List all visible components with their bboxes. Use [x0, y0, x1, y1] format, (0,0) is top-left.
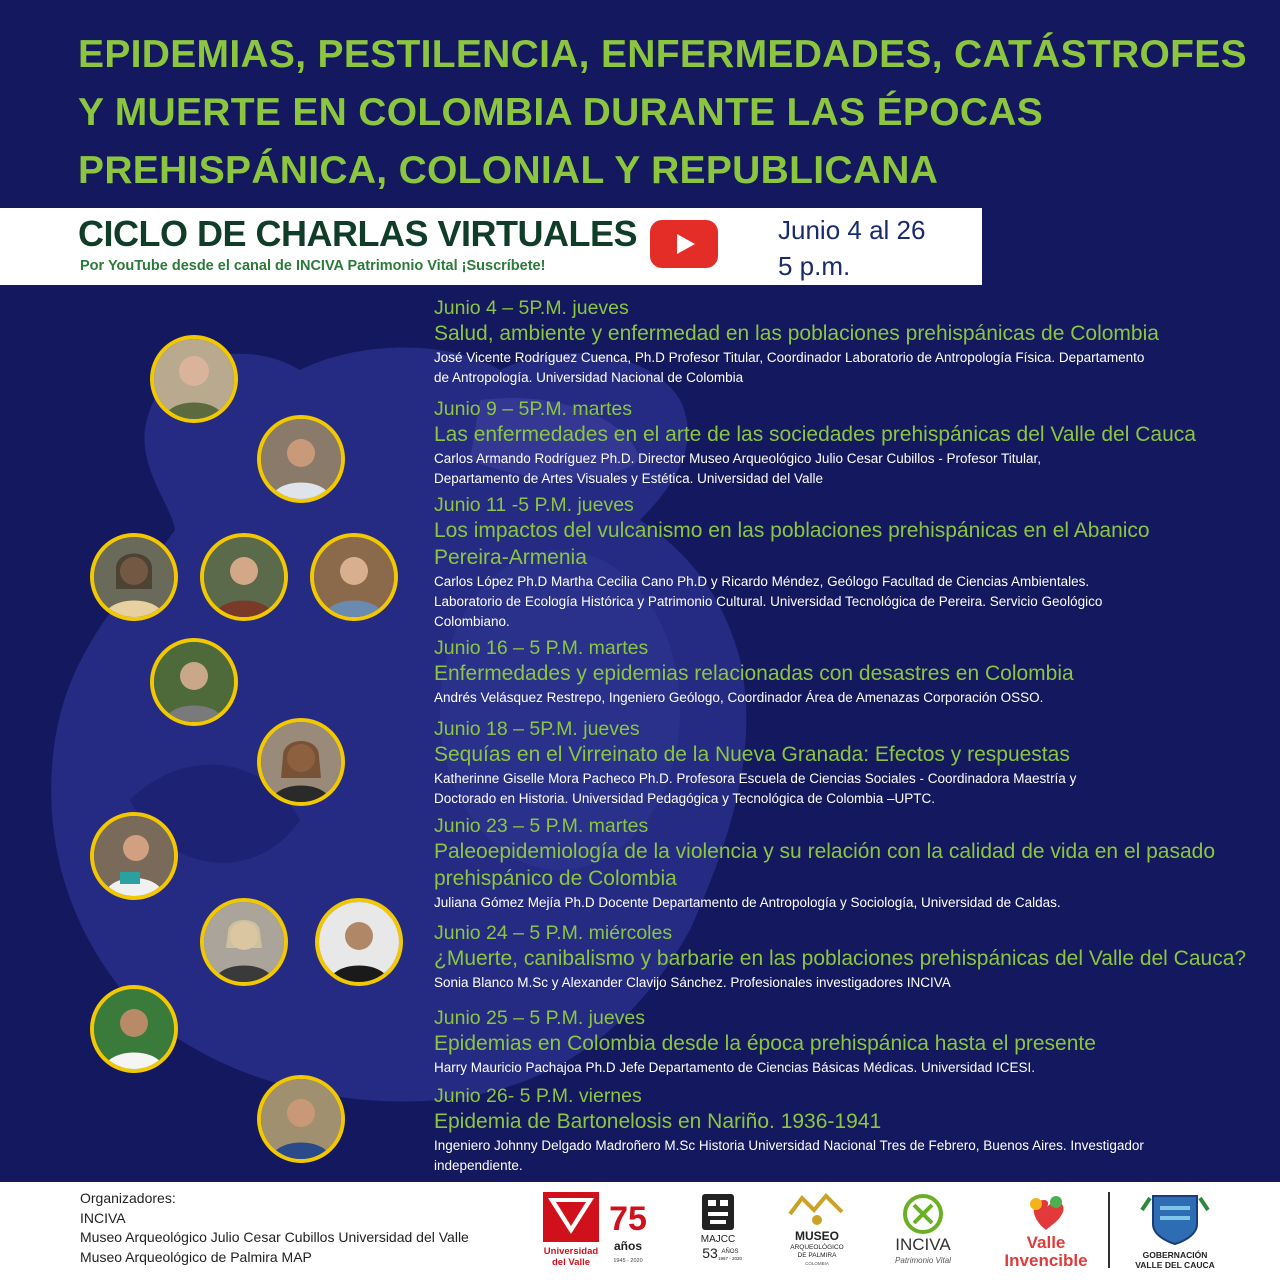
organizer-item: Museo Arqueológico de Palmira MAP	[80, 1248, 312, 1265]
event-date: Junio 16 – 5 P.M. martes	[434, 637, 649, 659]
museo-palmira-logo	[782, 1190, 852, 1270]
event-item	[434, 814, 1274, 913]
event-item	[434, 1084, 1274, 1176]
majcc-logo	[688, 1190, 748, 1270]
organizers	[80, 1189, 469, 1267]
footer-divider	[1108, 1192, 1110, 1268]
event-date: Junio 18 – 5P.M. jueves	[434, 718, 640, 740]
gobernacion-line: GOBERNACIÓN	[1142, 1250, 1208, 1260]
series-title: CICLO DE CHARLAS VIRTUALES	[78, 213, 638, 254]
inciva-name: INCIVA	[895, 1235, 951, 1254]
title-line: EPIDEMIAS, PESTILENCIA, ENFERMEDADES, CATÁSTROFES	[78, 33, 1247, 76]
event-date: Junio 26- 5 P.M. viernes	[434, 1085, 642, 1107]
valle-invencible-logo	[990, 1190, 1102, 1270]
event-speakers: Ingeniero Johnny Delgado Madroñero M.Sc Historia Universidad Nacional Tres de Febrero, Buenos Aires. Investigador independiente.	[434, 1138, 1144, 1173]
event-speakers: Andrés Velásquez Restrepo, Ingeniero Geólogo, Coordinador Área de Amenazas Corporación OSSO.	[434, 690, 1044, 705]
inciva-logo	[882, 1190, 964, 1270]
event-item	[434, 636, 1274, 708]
series-time: 5 p.m.	[778, 251, 851, 281]
gobernacion-logo	[1120, 1190, 1230, 1270]
majcc-name: MAJCC	[700, 1234, 736, 1245]
event-item	[434, 1006, 1274, 1078]
event-title: Epidemia de Bartonelosis en Nariño. 1936-1941	[434, 1110, 882, 1133]
event-item	[434, 296, 1274, 388]
event-title: Epidemias en Colombia desde la época prehispánica hasta el presente	[434, 1032, 1096, 1055]
organizer-item: Museo Arqueológico Julio Cesar Cubillos Universidad del Valle	[80, 1229, 469, 1245]
valle-line: Valle	[1026, 1233, 1066, 1252]
event-date: Junio 9 – 5P.M. martes	[434, 398, 632, 420]
event-title: Enfermedades y epidemias relacionadas con desastres en Colombia	[434, 662, 1074, 685]
title-line: Y MUERTE EN COLOMBIA DURANTE LAS ÉPOCAS	[78, 91, 1044, 134]
event-date: Junio 23 – 5 P.M. martes	[434, 815, 649, 837]
event-item	[434, 493, 1274, 632]
event-date: Junio 4 – 5P.M. jueves	[434, 297, 629, 319]
event-title: Los impactos del vulcanismo en las poblaciones prehispánicas en el Abanico Pereira-Armenia	[434, 519, 1150, 569]
event-speakers: Juliana Gómez Mejía Ph.D Docente Departamento de Antropología y Sociología, Universidad de Caldas.	[434, 895, 1061, 910]
series-date-range: Junio 4 al 26	[778, 215, 926, 245]
event-title: Sequías en el Virreinato de la Nueva Granada: Efectos y respuestas	[434, 743, 1070, 766]
museo-line: ARQUEOLÓGICO	[790, 1244, 844, 1251]
event-item	[434, 921, 1274, 993]
museo-line: MUSEO	[794, 1229, 840, 1243]
majcc-range: 1967 - 2020	[717, 1256, 743, 1261]
event-item	[434, 717, 1274, 809]
univalle-75-logo	[607, 1190, 649, 1270]
footer	[0, 1182, 1280, 1280]
anniversary-number: 75	[609, 1200, 647, 1238]
majcc-label: AÑOS	[721, 1249, 739, 1255]
event-speakers: Carlos López Ph.D Martha Cecilia Cano Ph.D y Ricardo Méndez, Geólogo Facultad de Ciencias Ambientales. Laboratorio de Ecología Histórica y Patrimonio Cultural. Universidad Tecnológica de Pereira. Servicio Geológico Colombiano.	[434, 574, 1103, 629]
univalle-line: Universidad	[543, 1246, 599, 1257]
event-speakers: Katherinne Giselle Mora Pacheco Ph.D. Profesora Escuela de Ciencias Sociales - Coordinadora Maestría y Doctorado en Historia. Universidad Pedagógica y Tecnológica de Colombia –UPTC.	[434, 771, 1077, 806]
anniversary-label: años	[613, 1239, 643, 1253]
event-speakers: Sonia Blanco M.Sc y Alexander Clavijo Sánchez. Profesionales investigadores INCIVA	[434, 975, 951, 990]
organizers-heading: Organizadores:	[80, 1190, 176, 1206]
event-title: Las enfermedades en el arte de las sociedades prehispánicas del Valle del Cauca	[434, 423, 1196, 446]
event-title: ¿Muerte, canibalismo y barbarie en las poblaciones prehispánicas del Valle del Cauca?	[434, 947, 1247, 970]
event-speakers: José Vicente Rodríguez Cuenca, Ph.D Profesor Titular, Coordinador Laboratorio de Antropología Física. Departamento de Antropología. Universidad Nacional de Colombia	[434, 350, 1145, 385]
event-date: Junio 11 -5 P.M. jueves	[434, 494, 634, 516]
event-speakers: Carlos Armando Rodríguez Ph.D. Director Museo Arqueológico Julio Cesar Cubillos - Profesor Titular, Departamento de Artes Visuales y Estética. Universidad del Valle	[434, 451, 1042, 486]
univalle-logo	[540, 1190, 602, 1270]
anniversary-years: 1945 - 2020	[613, 1258, 643, 1264]
valle-line: Invencible	[1004, 1251, 1088, 1270]
title-line: PREHISPÁNICA, COLONIAL Y REPUBLICANA	[78, 149, 939, 192]
event-date: Junio 25 – 5 P.M. jueves	[434, 1007, 646, 1029]
organizer-item: INCIVA	[80, 1209, 126, 1226]
event-item	[434, 397, 1274, 489]
museo-line: DE PALMIRA	[797, 1252, 837, 1259]
majcc-years: 53	[702, 1245, 718, 1261]
museo-line: COLOMBIA	[805, 1261, 829, 1266]
univalle-line: del Valle	[551, 1257, 591, 1268]
gobernacion-line: VALLE DEL CAUCA	[1135, 1260, 1215, 1270]
series-subtitle[interactable]: Por YouTube desde el canal de INCIVA Patrimonio Vital ¡Suscríbete!	[80, 258, 546, 274]
event-title: Paleoepidemiología de la violencia y su relación con la calidad de vida en el pasado prehispánico de Colombia	[434, 840, 1216, 890]
inciva-tagline: Patrimonio Vital	[895, 1256, 951, 1265]
event-title: Salud, ambiente y enfermedad en las poblaciones prehispánicas de Colombia	[434, 322, 1159, 345]
event-speakers: Harry Mauricio Pachajoa Ph.D Jefe Departamento de Ciencias Básicas Médicas. Universidad ICESI.	[434, 1060, 1036, 1075]
event-date: Junio 24 – 5 P.M. miércoles	[434, 922, 673, 944]
